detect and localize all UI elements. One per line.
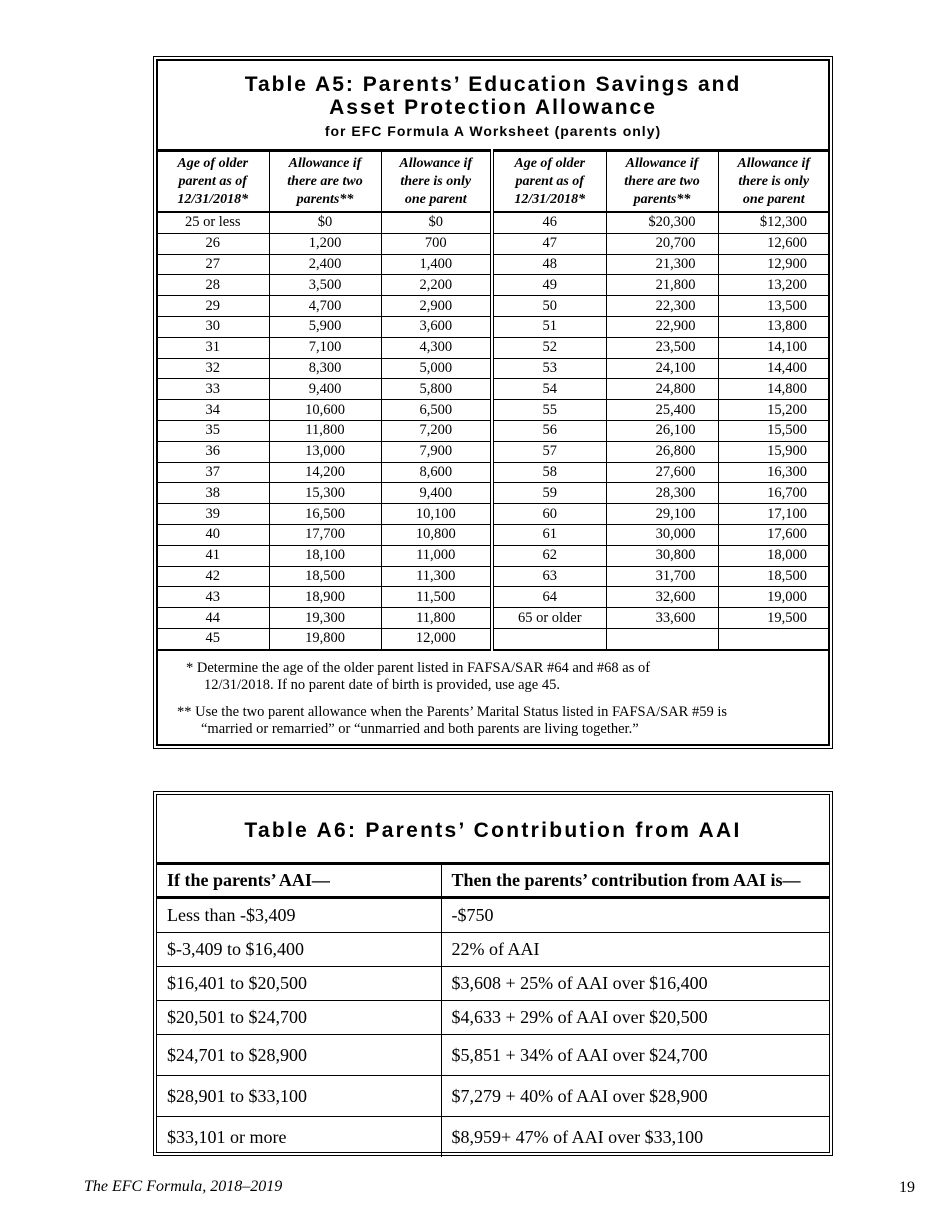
table-a5-cell: 19,800 [269, 628, 381, 649]
table-a5-cell: 10,600 [269, 400, 381, 421]
table-a5-cell: 26 [157, 233, 269, 254]
table-a5-cell: 19,000 [718, 587, 829, 608]
table-a5-cell: 54 [492, 379, 606, 400]
table-a5-cell: $0 [269, 212, 381, 233]
table-a5-cell: 1,400 [381, 254, 492, 275]
aai-range-cell: $20,501 to $24,700 [157, 1001, 441, 1035]
table-a5-cell: 16,500 [269, 504, 381, 525]
table-a5-cell: $0 [381, 212, 492, 233]
table-a6-title: Table A6: Parents’ Contribution from AAI [244, 819, 742, 842]
table-a5-header-line: parent as of [178, 173, 247, 189]
table-a5-cell: $12,300 [718, 212, 829, 233]
table-a5-cell: 13,000 [269, 441, 381, 462]
table-a6-header-contribution: Then the parents’ contribution from AAI is— [441, 864, 829, 898]
table-a5-cell: 19,300 [269, 608, 381, 629]
table-a5-cell: 50 [492, 296, 606, 317]
table-a5-cell: 11,300 [381, 566, 492, 587]
table-a5-cell: 9,400 [381, 483, 492, 504]
table-a5-cell: $20,300 [606, 212, 718, 233]
table-a5-cell: 52 [492, 337, 606, 358]
table-row [157, 233, 829, 254]
table-row [157, 628, 829, 649]
contribution-cell: -$750 [441, 898, 829, 933]
table-a5-cell: 5,000 [381, 358, 492, 379]
table-a5-cell: 58 [492, 462, 606, 483]
table-a5-cell: 64 [492, 587, 606, 608]
table-a5-cell: 29 [157, 296, 269, 317]
table-a5-cell: 32,600 [606, 587, 718, 608]
table-a5-cell: 56 [492, 420, 606, 441]
table-a5-cell: 27,600 [606, 462, 718, 483]
table-a5-cell: 17,100 [718, 504, 829, 525]
table-a5-cell: 65 or older [492, 608, 606, 629]
table-a5-cell: 37 [157, 462, 269, 483]
table-a6-header-aai: If the parents’ AAI— [157, 864, 441, 898]
table-a5-header-cell [606, 151, 718, 213]
table-a5-cell: 23,500 [606, 337, 718, 358]
table-a5-cell: 15,900 [718, 441, 829, 462]
table-a5-cell: 43 [157, 587, 269, 608]
table-a5-cell: 6,500 [381, 400, 492, 421]
table-row [157, 441, 829, 462]
table-a5-cell: 21,800 [606, 275, 718, 296]
table-a5-cell: 8,300 [269, 358, 381, 379]
table-a5-cell: 60 [492, 504, 606, 525]
table-a5-cell: 63 [492, 566, 606, 587]
aai-range-cell: $33,101 or more [167, 1126, 287, 1147]
table-a5-cell: 11,500 [381, 587, 492, 608]
aai-range-cell: $28,901 to $33,100 [157, 1076, 441, 1117]
table-a5-body [157, 212, 829, 650]
table-a5-subtitle: for EFC Formula A Worksheet (parents only) [324, 123, 662, 139]
table-a6 [153, 791, 833, 1156]
table-row [157, 933, 829, 967]
table-a5-cell: 7,200 [381, 420, 492, 441]
table-a5-cell: 47 [492, 233, 606, 254]
table-a5-cell: 19,500 [718, 608, 829, 629]
table-a5-cell: 3,600 [381, 316, 492, 337]
table-a5-cell: 5,900 [269, 316, 381, 337]
table-a5-cell: 11,000 [381, 545, 492, 566]
aai-range-cell: Less than -$3,409 [157, 898, 441, 933]
table-a5-cell: 10,800 [381, 524, 492, 545]
table-a5-cell: 13,500 [718, 296, 829, 317]
table-row [157, 420, 829, 441]
table-row [157, 1076, 829, 1117]
table-a5-cell: 39 [157, 504, 269, 525]
table-a5-cell: 28,300 [606, 483, 718, 504]
footnote-marital-line1: ** Use the two parent allowance when the Parents’ Marital Status listed in FAFSA/SAR #59 is [177, 704, 727, 720]
table-a6-body [157, 898, 829, 1158]
table-a5-header-line: one parent [404, 191, 467, 207]
table-a5-cell: 2,400 [269, 254, 381, 275]
table-a5-cell: 55 [492, 400, 606, 421]
table-a5-cell: 26,800 [606, 441, 718, 462]
table-a5-cell: 22,300 [606, 296, 718, 317]
footnote-age [177, 660, 809, 694]
table-row [157, 212, 829, 233]
table-a5-cell: 2,200 [381, 275, 492, 296]
table-a5-cell: 49 [492, 275, 606, 296]
table-row [157, 898, 829, 933]
table-a5-title-line2: Asset Protection Allowance [329, 96, 657, 119]
table-a5-cell: 45 [157, 628, 269, 649]
contribution-cell: $7,279 + 40% of AAI over $28,900 [441, 1076, 829, 1117]
table-a5-cell: 17,600 [718, 524, 829, 545]
table-a5-cell: 4,700 [269, 296, 381, 317]
table-a5-cell: 15,300 [269, 483, 381, 504]
table-a5-cell: 18,100 [269, 545, 381, 566]
table-a5-cell: 16,700 [718, 483, 829, 504]
table-row [157, 587, 829, 608]
table-a5-header-line: Allowance if [288, 155, 362, 171]
table-a5-cell: 700 [381, 233, 492, 254]
table-a5-header-cell [492, 151, 606, 213]
table-a5-cell: 57 [492, 441, 606, 462]
table-a5-header-cell [381, 151, 492, 213]
table-a5-header-line: there is only [400, 173, 472, 189]
table-a5-cell: 31,700 [606, 566, 718, 587]
table-a5-cell: 62 [492, 545, 606, 566]
table-a5 [153, 56, 833, 749]
table-a5-title [157, 73, 829, 119]
table-a5-header-line: Allowance if [399, 155, 473, 171]
table-a5-cell [718, 628, 829, 649]
table-a5-header-line: Age of older [177, 155, 249, 171]
table-a5-cell: 15,500 [718, 420, 829, 441]
table-a5-header-line: parents** [633, 191, 691, 207]
table-a5-cell: 16,300 [718, 462, 829, 483]
table-a5-cell: 46 [492, 212, 606, 233]
table-a5-cell: 7,100 [269, 337, 381, 358]
table-a5-cell: 44 [157, 608, 269, 629]
table-row [157, 254, 829, 275]
table-row [157, 275, 829, 296]
footnote-marital-status [177, 704, 809, 738]
table-a5-cell: 27 [157, 254, 269, 275]
table-a5-cell: 12,000 [381, 628, 492, 649]
table-a5-cell: 32 [157, 358, 269, 379]
table-a5-cell: 59 [492, 483, 606, 504]
table-a5-cell: 3,500 [269, 275, 381, 296]
table-a5-cell: 48 [492, 254, 606, 275]
table-a5-cell: 2,900 [381, 296, 492, 317]
table-a5-cell: 5,800 [381, 379, 492, 400]
table-a5-header-line: 12/31/2018* [177, 191, 249, 207]
table-a5-cell: 18,900 [269, 587, 381, 608]
table-a5-header-line: parent as of [515, 173, 584, 189]
table-a5-cell: 40 [157, 524, 269, 545]
table-a5-cell: 22,900 [606, 316, 718, 337]
table-a5-header-line: Age of older [514, 155, 586, 171]
table-row [157, 316, 829, 337]
table-a5-header-cell [269, 151, 381, 213]
table-a5-cell: 10,100 [381, 504, 492, 525]
table-row [157, 566, 829, 587]
table-a5-header-line: parents** [296, 191, 354, 207]
table-a5-cell: 35 [157, 420, 269, 441]
aai-range-cell: $-3,409 to $16,400 [157, 933, 441, 967]
table-a5-cell: 18,500 [718, 566, 829, 587]
footnote-age-line1: * Determine the age of the older parent listed in FAFSA/SAR #64 and #68 as of [186, 660, 651, 676]
table-a5-cell: 51 [492, 316, 606, 337]
table-a5-cell: 14,800 [718, 379, 829, 400]
table-row [157, 504, 829, 525]
table-a5-header-line: there are two [624, 173, 700, 189]
table-row [157, 296, 829, 317]
table-a5-title-line1: Table A5: Parents’ Education Savings and [244, 73, 742, 96]
table-a5-cell: 29,100 [606, 504, 718, 525]
footnote-age-line2: 12/31/2018. If no parent date of birth is provided, use age 45. [204, 677, 560, 693]
table-a5-header-line: one parent [742, 191, 805, 207]
table-a5-cell: 25,400 [606, 400, 718, 421]
footer-page-number: 19 [899, 1179, 915, 1196]
table-a5-header-line: there is only [738, 173, 810, 189]
table-a5-cell: 36 [157, 441, 269, 462]
table-a5-cell: 14,400 [718, 358, 829, 379]
table-a5-cell: 34 [157, 400, 269, 421]
table-row [157, 337, 829, 358]
table-a5-header-cell [157, 151, 269, 213]
table-a5-cell: 33 [157, 379, 269, 400]
table-a5-cell: 53 [492, 358, 606, 379]
table-a5-cell: 12,600 [718, 233, 829, 254]
table-row [157, 462, 829, 483]
table-row [157, 545, 829, 566]
table-a5-cell: 14,100 [718, 337, 829, 358]
table-a5-cell: 41 [157, 545, 269, 566]
table-a5-cell: 26,100 [606, 420, 718, 441]
contribution-cell: $4,633 + 29% of AAI over $20,500 [441, 1001, 829, 1035]
table-a5-cell: 8,600 [381, 462, 492, 483]
table-a5-cell: 13,800 [718, 316, 829, 337]
table-a5-cell [606, 628, 718, 649]
table-row [157, 1001, 829, 1035]
table-a5-cell: 24,100 [606, 358, 718, 379]
table-a5-cell: 7,900 [381, 441, 492, 462]
table-a5-cell: 18,000 [718, 545, 829, 566]
table-a6-header-row [157, 864, 829, 898]
table-row [157, 1117, 829, 1158]
table-a5-cell: 42 [157, 566, 269, 587]
table-a5-cell: 20,700 [606, 233, 718, 254]
aai-range-cell: $24,701 to $28,900 [157, 1035, 441, 1076]
table-a5-cell: 28 [157, 275, 269, 296]
table-a6-grid [157, 862, 829, 1157]
table-row [157, 379, 829, 400]
table-row [157, 483, 829, 504]
table-a5-cell: 33,600 [606, 608, 718, 629]
table-row [157, 1035, 829, 1076]
table-a5-cell: 9,400 [269, 379, 381, 400]
table-row [157, 358, 829, 379]
table-a5-header-cell [718, 151, 829, 213]
contribution-cell: 22% of AAI [441, 933, 829, 967]
footer-document-title: The EFC Formula, 2018–2019 [84, 1178, 283, 1195]
footnote-marital-line2: “married or remarried” or “unmarried and both parents are living together.” [201, 721, 639, 737]
table-a5-grid [157, 149, 829, 651]
table-a5-cell: 30,000 [606, 524, 718, 545]
table-a5-cell: 1,200 [269, 233, 381, 254]
table-a5-cell: 38 [157, 483, 269, 504]
table-a5-cell: 14,200 [269, 462, 381, 483]
table-a5-cell: 17,700 [269, 524, 381, 545]
contribution-cell: $5,851 + 34% of AAI over $24,700 [441, 1035, 829, 1076]
table-a5-cell [492, 628, 606, 649]
table-a5-cell: 25 or less [157, 212, 269, 233]
contribution-cell: $3,608 + 25% of AAI over $16,400 [441, 967, 829, 1001]
contribution-cell: $8,959+ 47% of AAI over $33,100 [441, 1117, 829, 1158]
table-a5-cell: 11,800 [381, 608, 492, 629]
table-row [157, 400, 829, 421]
table-a5-notes [177, 660, 809, 738]
table-a5-cell: 61 [492, 524, 606, 545]
table-a5-cell: 18,500 [269, 566, 381, 587]
table-a5-header-line: there are two [287, 173, 363, 189]
table-a5-cell: 12,900 [718, 254, 829, 275]
table-row [157, 524, 829, 545]
table-row [157, 608, 829, 629]
table-a5-cell: 31 [157, 337, 269, 358]
table-a5-cell: 24,800 [606, 379, 718, 400]
table-a5-header-line: Allowance if [737, 155, 811, 171]
table-a5-cell: 15,200 [718, 400, 829, 421]
aai-range-cell: $16,401 to $20,500 [157, 967, 441, 1001]
table-a5-header-line: 12/31/2018* [514, 191, 586, 207]
table-row [157, 967, 829, 1001]
table-a5-cell: 30,800 [606, 545, 718, 566]
table-a5-cell: 13,200 [718, 275, 829, 296]
table-a5-cell: 30 [157, 316, 269, 337]
table-a5-cell: 4,300 [381, 337, 492, 358]
table-a5-header-row [157, 151, 829, 213]
table-a5-header-line: Allowance if [625, 155, 699, 171]
table-a5-cell: 11,800 [269, 420, 381, 441]
table-a5-cell: 21,300 [606, 254, 718, 275]
